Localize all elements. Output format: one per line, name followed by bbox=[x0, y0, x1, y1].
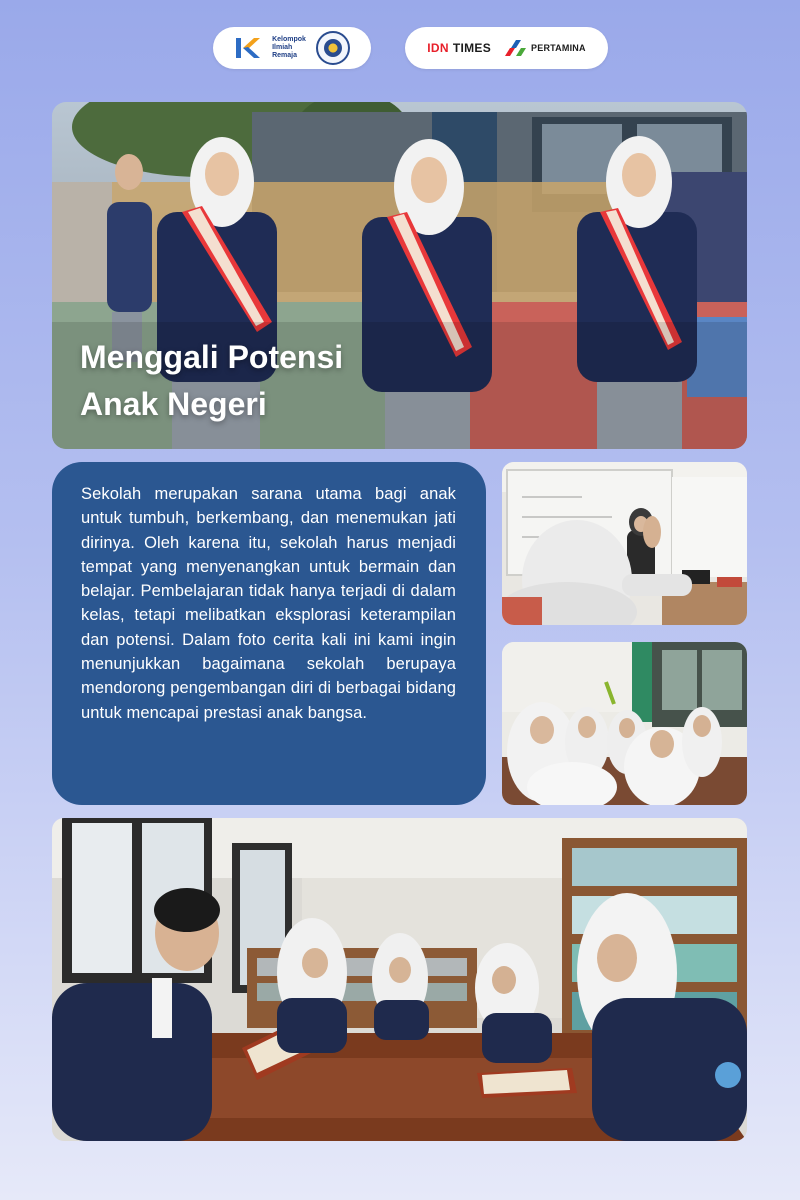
school-seal-icon bbox=[316, 31, 350, 65]
idn-times-logo: IDN TIMES bbox=[427, 41, 492, 55]
partner-logos-right bbox=[405, 27, 608, 69]
kir-logo-text: Kelompok Ilmiah Remaja bbox=[272, 36, 306, 59]
story-text: Sekolah merupakan sarana utama bagi anak untuk tumbuh, berkembang, dan menemukan jati dirinya. Oleh karena itu, sekolah harus menjadi tempat yang menyenangkan untuk bermain dan belajar. Pembelajaran tidak hanya terjadi di dalam kelas, tetapi melibatkan eksplorasi keterampilan dan potensi. Dalam foto cerita kali ini kami ingin menunjukkan bagaimana sekolah berupaya mendorong pengembangan diri di berbagai bidang untuk mencapai prestasi anak bangsa. bbox=[81, 485, 456, 722]
pertamina-mark-icon bbox=[505, 40, 527, 56]
classroom-photo-group bbox=[502, 642, 747, 805]
kir-logo-icon bbox=[234, 34, 262, 62]
page-title: Menggali Potensi Anak Negeri bbox=[80, 339, 344, 422]
library-photo bbox=[52, 818, 747, 1141]
classroom-photo-teacher bbox=[502, 462, 747, 625]
pertamina-logo: PERTAMINA bbox=[505, 40, 586, 56]
story-card bbox=[52, 462, 486, 805]
partner-logos-left bbox=[213, 27, 371, 69]
hero-photo bbox=[52, 102, 747, 449]
